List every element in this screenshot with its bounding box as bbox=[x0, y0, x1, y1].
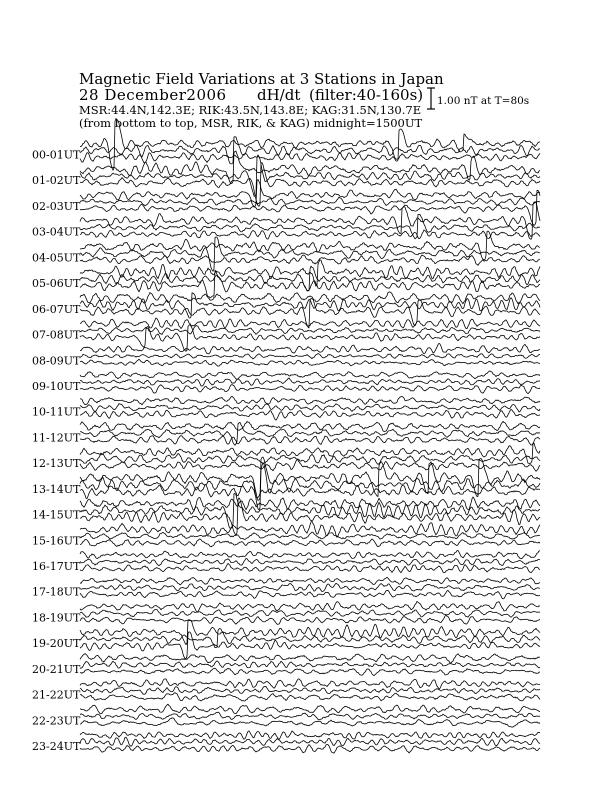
trace-rik-12-13ut bbox=[80, 454, 540, 465]
trace-kag-17-18ut bbox=[80, 577, 540, 585]
hour-row-label: 07-08UT bbox=[32, 328, 81, 342]
trace-msr-06-07ut bbox=[80, 298, 540, 328]
trace-rik-09-10ut bbox=[80, 378, 540, 386]
trace-kag-10-11ut bbox=[80, 396, 540, 404]
hour-row-label: 18-19UT bbox=[32, 611, 81, 625]
hour-row-label: 06-07UT bbox=[32, 302, 81, 316]
hour-labels-group bbox=[32, 149, 81, 754]
trace-kag-09-10ut bbox=[80, 371, 540, 379]
trace-kag-19-20ut bbox=[80, 620, 540, 645]
trace-msr-20-21ut bbox=[80, 668, 540, 675]
trace-msr-15-16ut bbox=[80, 539, 540, 547]
trace-rik-23-24ut bbox=[80, 737, 540, 746]
trace-kag-14-15ut bbox=[80, 497, 540, 510]
scale-bar-label: 1.00 nT at T=80s bbox=[437, 95, 530, 107]
hour-row-label: 10-11UT bbox=[32, 405, 81, 419]
hour-row-label: 09-10UT bbox=[32, 379, 81, 393]
hour-row-label: 03-04UT bbox=[32, 225, 81, 239]
chart-filter: (filter:40-160s) bbox=[309, 86, 424, 104]
trace-msr-18-19ut bbox=[80, 615, 540, 624]
trace-msr-19-20ut bbox=[80, 632, 540, 659]
station-order-note: (from bottom to top, MSR, RIK, & KAG) midnight=1500UT bbox=[79, 116, 423, 130]
trace-kag-13-14ut bbox=[80, 457, 540, 500]
trace-rik-10-11ut bbox=[80, 403, 540, 412]
trace-kag-18-19ut bbox=[80, 601, 540, 612]
trace-msr-10-11ut bbox=[80, 409, 540, 420]
trace-rik-02-03ut bbox=[80, 197, 540, 206]
trace-kag-12-13ut bbox=[80, 443, 540, 463]
trace-msr-16-17ut bbox=[80, 563, 540, 572]
traces-group bbox=[79, 116, 540, 753]
trace-rik-18-19ut bbox=[80, 609, 540, 617]
hour-row-label: 13-14UT bbox=[32, 482, 81, 496]
trace-msr-12-13ut bbox=[80, 460, 540, 472]
trace-rik-21-22ut bbox=[80, 686, 540, 694]
trace-kag-22-23ut bbox=[80, 704, 540, 714]
trace-msr-08-09ut bbox=[80, 359, 540, 366]
hour-row-label: 04-05UT bbox=[32, 251, 81, 265]
trace-kag-08-09ut bbox=[80, 343, 540, 353]
trace-kag-20-21ut bbox=[80, 654, 540, 663]
trace-msr-23-24ut bbox=[80, 744, 540, 753]
hour-row-label: 22-23UT bbox=[32, 714, 81, 728]
hour-row-label: 16-17UT bbox=[32, 560, 81, 574]
hour-row-label: 19-20UT bbox=[32, 637, 81, 651]
trace-rik-16-17ut bbox=[80, 558, 540, 565]
trace-msr-22-23ut bbox=[80, 718, 540, 727]
trace-kag-16-17ut bbox=[80, 551, 540, 559]
trace-kag-07-08ut bbox=[80, 318, 540, 329]
trace-msr-17-18ut bbox=[80, 590, 540, 598]
hour-row-label: 08-09UT bbox=[32, 354, 81, 368]
trace-kag-01-02ut bbox=[80, 151, 540, 184]
hour-row-label: 01-02UT bbox=[32, 174, 81, 188]
hour-row-label: 12-13UT bbox=[32, 457, 81, 471]
hour-row-label: 23-24UT bbox=[32, 740, 81, 754]
scale-bar-icon bbox=[427, 88, 435, 109]
hour-row-label: 00-01UT bbox=[32, 148, 81, 162]
chart-quantity: dH/dt bbox=[257, 86, 301, 104]
chart-title: Magnetic Field Variations at 3 Stations in Japan bbox=[79, 70, 444, 88]
trace-rik-22-23ut bbox=[80, 712, 540, 720]
trace-rik-04-05ut bbox=[80, 237, 540, 271]
trace-msr-21-22ut bbox=[80, 693, 540, 701]
hour-row-label: 20-21UT bbox=[32, 662, 81, 676]
trace-kag-23-24ut bbox=[80, 731, 540, 740]
station-coordinates: MSR:44.4N,142.3E; RIK:43.5N,143.8E; KAG:31.5N,130.7E bbox=[79, 103, 422, 117]
hour-row-label: 17-18UT bbox=[32, 585, 81, 599]
trace-msr-09-10ut bbox=[80, 385, 540, 394]
hour-row-label: 11-12UT bbox=[32, 431, 81, 445]
hour-row-label: 15-16UT bbox=[32, 534, 81, 548]
chart-date: 28 December2006 bbox=[79, 86, 227, 104]
trace-msr-13-14ut bbox=[80, 485, 540, 499]
trace-rik-17-18ut bbox=[80, 583, 540, 591]
hour-row-label: 14-15UT bbox=[32, 508, 81, 522]
hour-row-label: 02-03UT bbox=[32, 199, 81, 213]
trace-rik-14-15ut bbox=[80, 493, 540, 528]
trace-kag-21-22ut bbox=[80, 679, 540, 689]
trace-msr-04-05ut bbox=[80, 255, 540, 265]
trace-rik-05-06ut bbox=[80, 266, 540, 291]
trace-rik-20-21ut bbox=[80, 661, 540, 668]
hour-row-label: 05-06UT bbox=[32, 277, 81, 291]
trace-msr-11-12ut bbox=[80, 436, 540, 446]
trace-rik-08-09ut bbox=[80, 354, 540, 359]
hour-row-label: 21-22UT bbox=[32, 688, 81, 702]
